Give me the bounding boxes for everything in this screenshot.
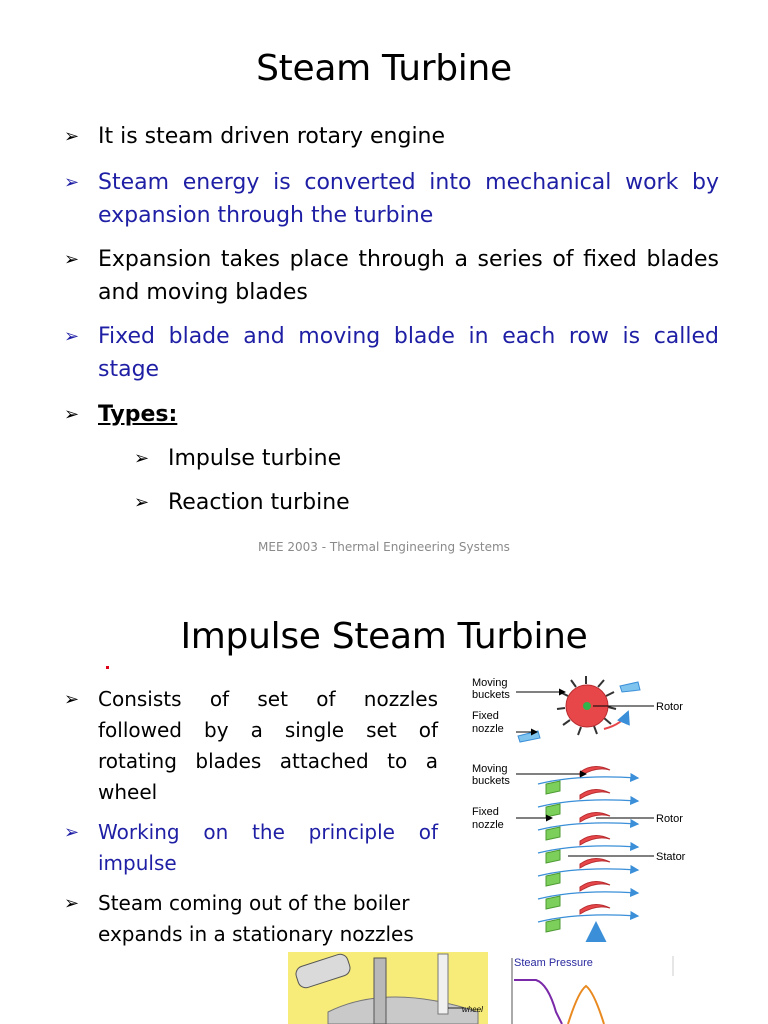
steam-pressure-graph bbox=[508, 952, 678, 1024]
diagram-label: buckets bbox=[472, 775, 510, 787]
bullet-text: Impulse turbine bbox=[168, 446, 342, 471]
bullet-text: It is steam driven rotary engine bbox=[98, 124, 446, 149]
arrow-bullet-icon: ➢ bbox=[64, 893, 80, 914]
diagram-label: Fixed bbox=[472, 710, 499, 722]
diagram-label: Stator bbox=[656, 851, 686, 863]
bullet-item bbox=[64, 166, 719, 232]
slide-footer: MEE 2003 - Thermal Engineering Systems bbox=[258, 540, 510, 554]
arrow-bullet-icon: ➢ bbox=[64, 689, 80, 710]
bullet-text: Steam energy is converted into mechanical work by expansion through the turbine bbox=[98, 170, 719, 228]
bullet-text: Expansion takes place through a series of fixed blades and moving blades bbox=[98, 247, 719, 305]
arrow-bullet-icon: ➢ bbox=[134, 448, 150, 469]
red-mark bbox=[106, 666, 109, 669]
bullet-item bbox=[64, 120, 719, 153]
diagram-label: Moving bbox=[472, 763, 508, 775]
slide-title: Steam Turbine bbox=[256, 48, 512, 89]
impulse-wheel-illustration bbox=[288, 952, 488, 1024]
bullet-item bbox=[64, 320, 719, 386]
bullet-item bbox=[64, 888, 438, 950]
wheel-label: wheel bbox=[462, 1005, 483, 1014]
sub-bullet-item bbox=[134, 486, 719, 519]
turbine-diagram bbox=[468, 674, 700, 944]
arrow-bullet-icon: ➢ bbox=[64, 326, 80, 347]
bullet-list bbox=[64, 684, 438, 950]
diagram-label: nozzle bbox=[472, 723, 504, 735]
slide-title: Impulse Steam Turbine bbox=[180, 616, 588, 657]
bullet-item bbox=[64, 243, 719, 309]
bullet-item bbox=[64, 684, 438, 808]
diagram-label: Moving bbox=[472, 677, 508, 689]
bullet-item bbox=[64, 817, 438, 879]
types-heading: Types: bbox=[98, 402, 178, 427]
bullet-item bbox=[64, 398, 719, 431]
arrow-bullet-icon: ➢ bbox=[64, 126, 80, 147]
bullet-text: Steam coming out of the boiler expands in a stationary nozzles bbox=[98, 891, 414, 946]
diagram-label: Rotor bbox=[656, 813, 683, 825]
arrow-bullet-icon: ➢ bbox=[64, 404, 80, 425]
arrow-bullet-icon: ➢ bbox=[64, 249, 80, 270]
graph-label: Steam Pressure bbox=[514, 957, 593, 969]
diagram-label: Fixed bbox=[472, 806, 499, 818]
sub-bullet-item bbox=[134, 442, 719, 475]
arrow-bullet-icon: ➢ bbox=[64, 172, 80, 193]
diagram-label: nozzle bbox=[472, 819, 504, 831]
arrow-bullet-icon: ➢ bbox=[134, 492, 150, 513]
bullet-text: Consists of set of nozzles followed by a single set of rotating blades attached to a wheel bbox=[98, 687, 438, 804]
bullet-text: Working on the principle of impulse bbox=[98, 820, 438, 875]
diagram-label: Rotor bbox=[656, 701, 683, 713]
blade-rows-icon bbox=[538, 766, 638, 942]
bullet-list bbox=[64, 120, 719, 519]
arrow-bullet-icon: ➢ bbox=[64, 822, 80, 843]
diagram-label: buckets bbox=[472, 689, 510, 701]
bullet-text: Fixed blade and moving blade in each row is called stage bbox=[98, 324, 719, 382]
slide-impulse-steam-turbine bbox=[0, 590, 768, 1024]
bullet-text: Reaction turbine bbox=[168, 490, 350, 515]
